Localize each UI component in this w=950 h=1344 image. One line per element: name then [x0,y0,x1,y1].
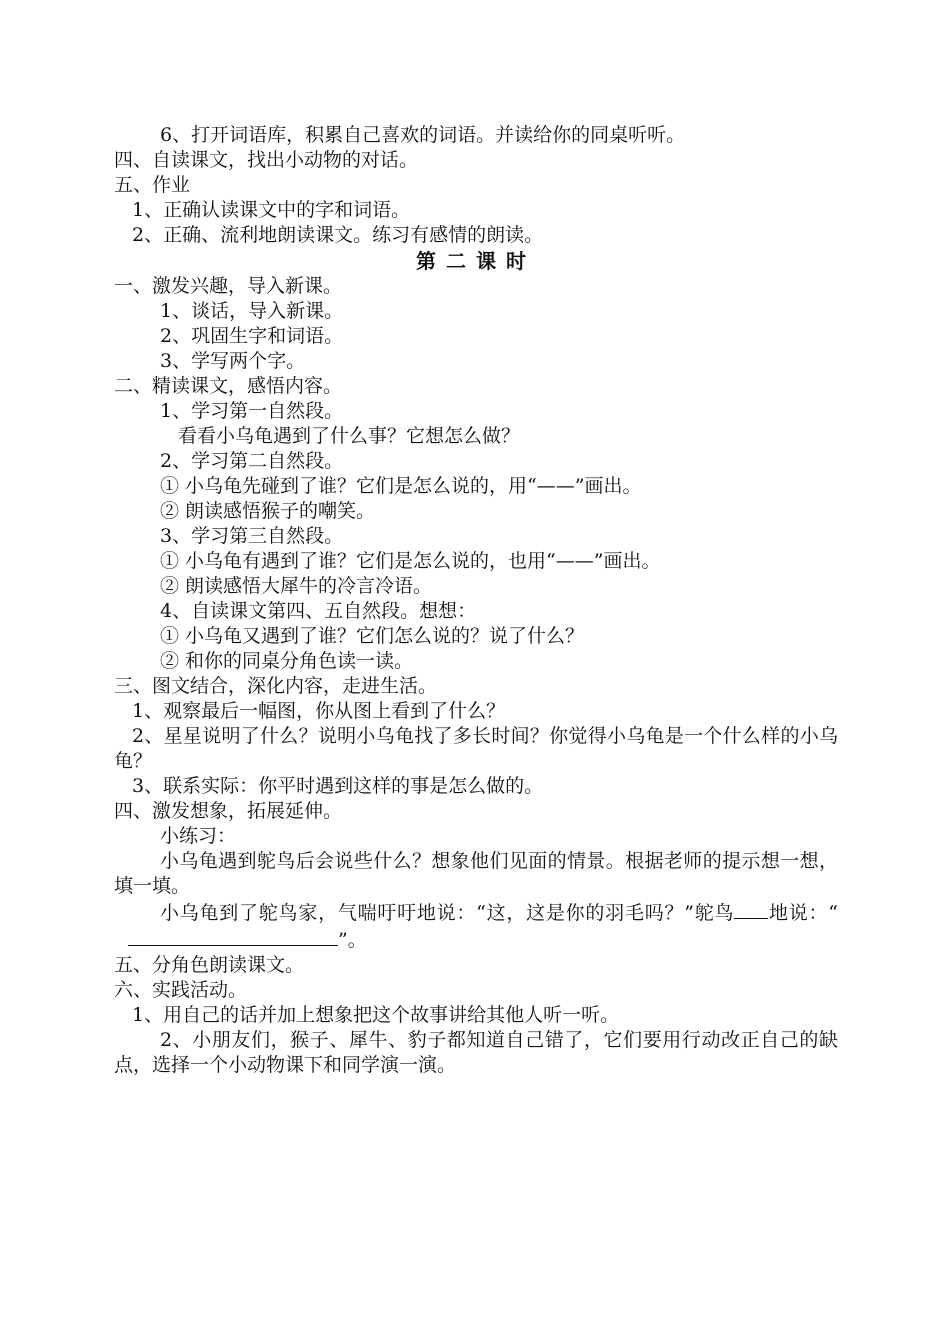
part-2-item-2-sub-1: ① 小乌龟先碰到了谁？它们是怎么说的，用“——”画出。 [160,475,642,497]
step-4-heading: 四、自读课文，找出小动物的对话。 [114,149,419,171]
homework-item-6: 6、打开词语库，积累自己喜欢的词语。并读给你的同桌听听。 [160,124,686,146]
exercise-label: 小练习： [160,825,237,847]
fill-blank-line-2 [128,926,338,946]
document-page [114,123,838,1078]
part-6-item-2: 2、小朋友们，猴子、犀牛、豹子都知道自己错了，它们要用行动改正自己的缺点，选择一个小动物课下和同学演一演。 [114,1029,838,1076]
part-6-item-1: 1、用自己的话并加上想象把这个故事讲给其他人听一听。 [132,1004,620,1026]
part-2-item-4: 4、自读课文第四、五自然段。想想： [160,600,477,622]
fill-blank-line-1 [734,899,768,919]
part-1-item-3: 3、学写两个字。 [160,350,306,372]
part-2-heading: 二、精读课文，感悟内容。 [114,375,343,397]
part-5-heading: 五、分角色朗读课文。 [114,954,305,976]
homework-heading: 五、作业 [114,174,191,196]
part-3-item-1: 1、观察最后一幅图，你从图上看到了什么？ [132,700,506,722]
part-4-heading: 四、激发想象，拓展延伸。 [114,800,343,822]
fill-blank-text-a: 小乌龟到了鸵鸟家，气喘吁吁地说：“这，这是你的羽毛吗？”鸵鸟 [160,902,735,924]
part-3-item-3: 3、联系实际：你平时遇到这样的事是怎么做的。 [132,775,544,797]
fill-blank-text-c: ”。 [338,929,367,951]
part-2-item-1: 1、学习第一自然段。 [160,400,344,422]
homework-item-2: 2、正确、流利地朗读课文。练习有感情的朗读。 [132,224,544,246]
part-1-item-2: 2、巩固生字和词语。 [160,325,344,347]
part-2-item-2-sub-2: ② 朗读感悟猴子的嘲笑。 [160,500,376,522]
fill-blank-paragraph [114,899,838,953]
part-3-item-2: 2、星星说明了什么？说明小乌龟找了多长时间？你觉得小乌龟是一个什么样的小乌龟？ [114,725,838,772]
part-2-item-3-sub-1: ① 小乌龟有遇到了谁？它们是怎么说的，也用“——”画出。 [160,550,661,572]
part-2-item-1-question: 看看小乌龟遇到了什么事？它想怎么做？ [178,425,521,447]
part-2-item-3: 3、学习第三自然段。 [160,525,344,547]
fill-blank-text-b: 地说：“ [768,902,838,924]
homework-item-1: 1、正确认读课文中的字和词语。 [132,199,411,221]
exercise-prompt: 小乌龟遇到鸵鸟后会说些什么？想象他们见面的情景。根据老师的提示想一想，填一填。 [114,850,838,897]
part-3-heading: 三、图文结合，深化内容，走进生活。 [114,675,438,697]
section-title: 第二课时 [416,249,536,273]
part-1-heading: 一、激发兴趣，导入新课。 [114,275,343,297]
part-6-heading: 六、实践活动。 [114,979,248,1001]
part-2-item-4-sub-2: ② 和你的同桌分角色读一读。 [160,650,414,672]
part-2-item-4-sub-1: ① 小乌龟又遇到了谁？它们怎么说的？说了什么？ [160,625,585,647]
part-1-item-1: 1、谈话，导入新课。 [160,300,344,322]
part-2-item-3-sub-2: ② 朗读感悟大犀牛的冷言冷语。 [160,575,433,597]
part-2-item-2: 2、学习第二自然段。 [160,450,344,472]
